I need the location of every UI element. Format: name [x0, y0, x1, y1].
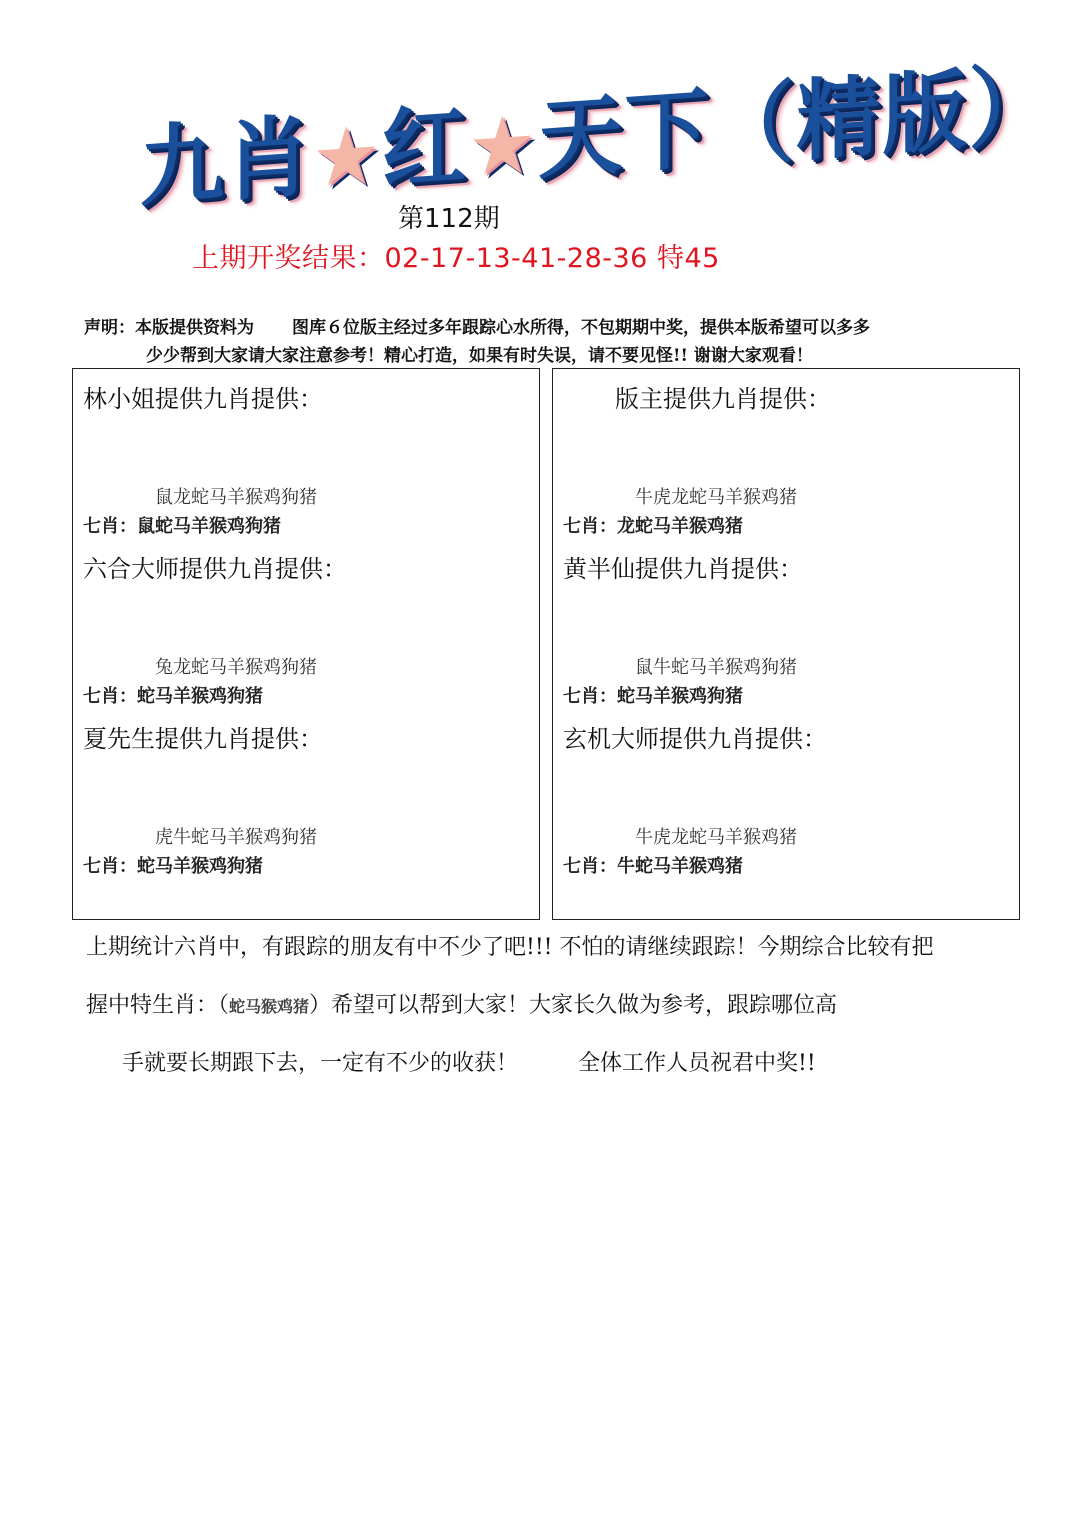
left-predictions-box — [72, 368, 540, 920]
nine-zodiac: 兔龙蛇马羊猴鸡狗猪 — [155, 657, 317, 678]
disclaimer: 声明：本版提供资料为 图库６位版主经过多年跟踪心水所得，不包期期中奖，提供本版希望可以多多 少少帮到大家请大家注意参考！精心打造，如果有时失误，请不要见怪!! 谢谢大家观看！ — [84, 318, 870, 366]
issue-number: 第112期 — [398, 204, 500, 234]
panel-heading: 玄机大师提供九肖提供： — [563, 725, 827, 753]
nine-zodiac: 鼠龙蛇马羊猴鸡狗猪 — [155, 487, 317, 508]
result-special: 特45 — [656, 243, 720, 274]
footer-line-3: 手就要长期跟下去，一定有不少的收获！ 全体工作人员祝君中奖!! — [122, 1051, 816, 1076]
special-zodiac-pick: 蛇马猴鸡猪 — [229, 997, 310, 1016]
nine-zodiac: 牛虎龙蛇马羊猴鸡猪 — [635, 827, 797, 848]
footer-line-1: 上期统计六肖中，有跟踪的朋友有中不少了吧!!! 不怕的请继续跟踪！今期综合比较有把 — [86, 935, 934, 960]
nine-zodiac: 牛虎龙蛇马羊猴鸡猪 — [635, 487, 797, 508]
seven-zodiac: 七肖：龙蛇马羊猴鸡猪 — [563, 516, 743, 537]
panel-heading: 六合大师提供九肖提供： — [83, 555, 347, 583]
star-icon: ★ — [468, 96, 539, 195]
panel-heading: 夏先生提供九肖提供： — [83, 725, 323, 753]
footer-line-2: 握中特生肖：（蛇马猴鸡猪）希望可以帮到大家！大家长久做为参考，跟踪哪位高 — [86, 993, 838, 1018]
seven-zodiac: 七肖：牛蛇马羊猴鸡猪 — [563, 856, 743, 877]
panel-heading: 林小姐提供九肖提供： — [83, 385, 323, 413]
right-predictions-box — [552, 368, 1020, 920]
result-label: 上期开奖结果： — [192, 243, 385, 274]
seven-zodiac: 七肖：鼠蛇马羊猴鸡狗猪 — [83, 516, 281, 537]
seven-zodiac: 七肖：蛇马羊猴鸡狗猪 — [83, 856, 263, 877]
star-icon: ★ — [312, 106, 383, 206]
last-draw-result — [192, 236, 720, 275]
seven-zodiac: 七肖：蛇马羊猴鸡狗猪 — [563, 686, 743, 707]
panel-heading: 黄半仙提供九肖提供： — [563, 555, 803, 583]
good-luck-message: 全体工作人员祝君中奖!! — [578, 1051, 816, 1076]
result-numbers: 02-17-13-41-28-36 — [384, 243, 648, 274]
panel-heading: 版主提供九肖提供： — [615, 385, 831, 413]
seven-zodiac: 七肖：蛇马羊猴鸡狗猪 — [83, 686, 263, 707]
nine-zodiac: 虎牛蛇马羊猴鸡狗猪 — [155, 827, 317, 848]
nine-zodiac: 鼠牛蛇马羊猴鸡狗猪 — [635, 657, 797, 678]
banner-title: 九肖★红★天下（精版） — [140, 52, 1055, 220]
